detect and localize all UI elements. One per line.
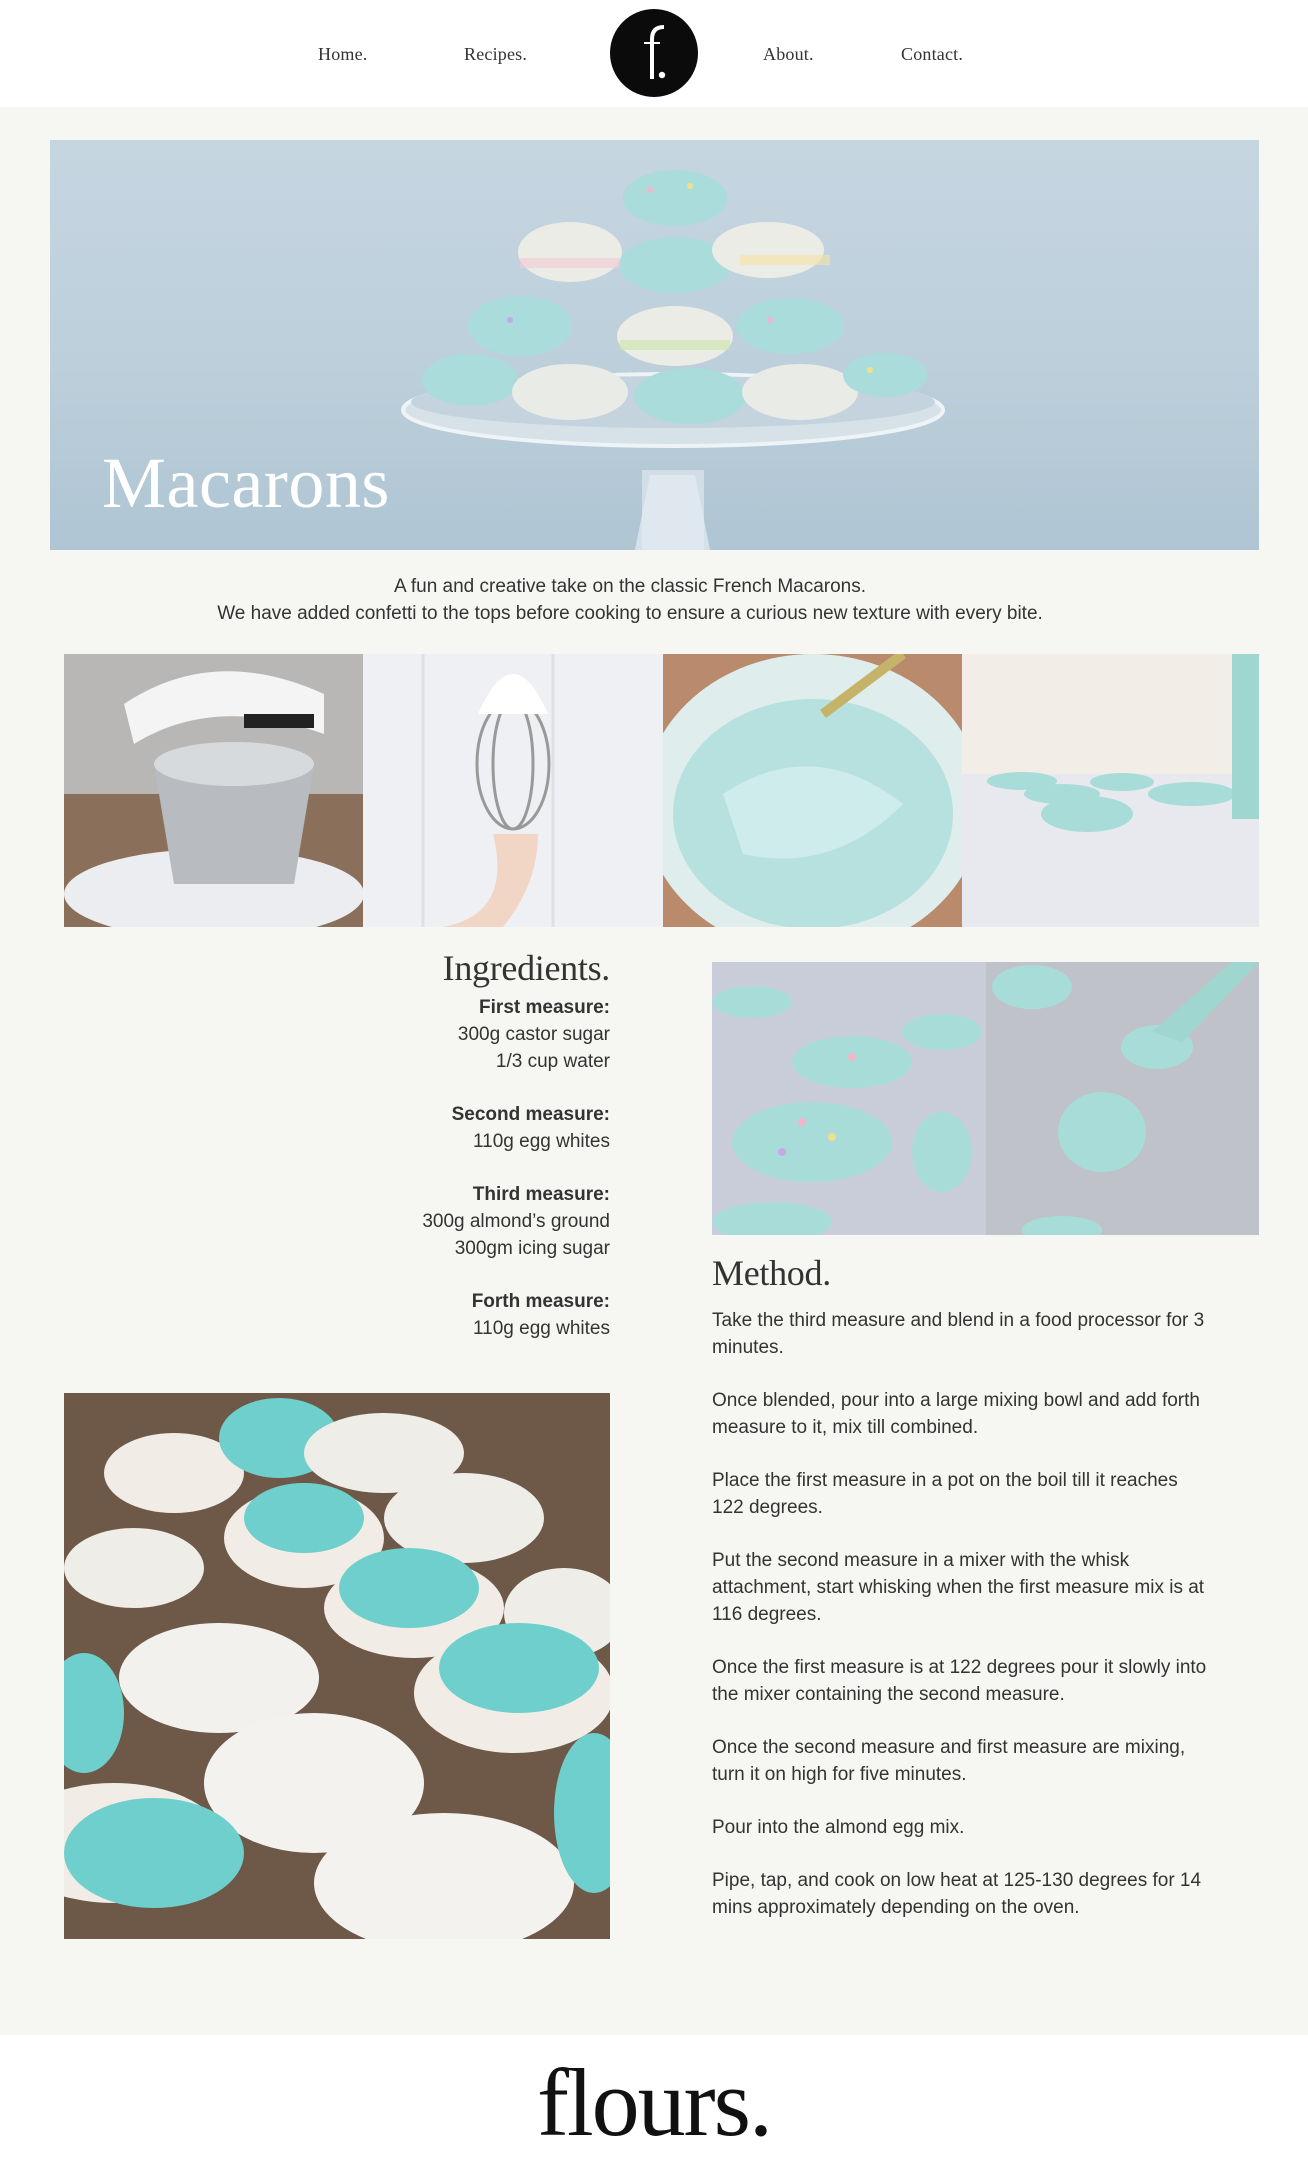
- footer-logo[interactable]: flours.: [537, 2049, 771, 2156]
- ingredient-item: 300g castor sugar: [457, 1024, 610, 1045]
- stand-mixer-photo: [64, 654, 363, 927]
- brand-logo[interactable]: [610, 9, 698, 97]
- ingredient-group-title: First measure:: [479, 997, 610, 1018]
- ingredient-group: [300, 1181, 610, 1262]
- method-heading: Method.: [712, 1253, 831, 1293]
- method-step: Once the first measure is at 122 degrees pour it slowly into the mixer containing the second measure.: [712, 1657, 1207, 1705]
- top-navigation: [0, 0, 1308, 107]
- nav-about-link[interactable]: About.: [763, 44, 814, 64]
- nav-home-link[interactable]: Home.: [318, 44, 368, 64]
- intro-line-1: A fun and creative take on the classic French Macarons.: [393, 576, 867, 597]
- ingredient-group-title: Forth measure:: [471, 1291, 610, 1312]
- batter-bowl-photo: [663, 654, 962, 927]
- intro-line-2: We have added confetti to the tops before cooking to ensure a curious new texture with every bite.: [217, 603, 1043, 624]
- method-section: [712, 1253, 1212, 1947]
- method-step: Once blended, pour into a large mixing bowl and add forth measure to it, mix till combined.: [712, 1390, 1200, 1438]
- method-step: Take the third measure and blend in a food processor for 3 minutes.: [712, 1310, 1205, 1358]
- filled-macarons-photo: [64, 1393, 610, 1939]
- ingredient-item: 300g almond’s ground: [422, 1211, 610, 1232]
- ingredient-group: [300, 1101, 610, 1155]
- method-step: Pour into the almond egg mix.: [712, 1817, 965, 1838]
- ingredient-group: [300, 994, 610, 1075]
- brand-logo-mark: [610, 9, 698, 97]
- method-step: Put the second measure in a mixer with the whisk attachment, start whisking when the first measure mix is at 116 degrees.: [712, 1550, 1205, 1625]
- hero-title: Macarons: [102, 443, 390, 523]
- piped-batter-photo: [962, 654, 1259, 927]
- method-step: Once the second measure and first measure are mixing, turn it on high for five minutes.: [712, 1737, 1186, 1785]
- method-step: Pipe, tap, and cook on low heat at 125-130 degrees for 14 mins approximately depending on the oven.: [712, 1870, 1202, 1918]
- ingredient-item: 300gm icing sugar: [454, 1238, 610, 1259]
- piped-shells-photo: [712, 962, 1259, 1235]
- nav-contact-link[interactable]: Contact.: [901, 44, 964, 64]
- recipe-intro: [0, 573, 1260, 627]
- ingredient-item: 1/3 cup water: [495, 1051, 610, 1072]
- nav-recipes-link[interactable]: Recipes.: [464, 44, 528, 64]
- ingredient-group-title: Second measure:: [451, 1104, 610, 1125]
- ingredients-heading: Ingredients.: [442, 948, 610, 988]
- ingredients-section: [300, 948, 610, 1368]
- ingredient-group: [300, 1288, 610, 1342]
- ingredient-item: 110g egg whites: [473, 1318, 610, 1339]
- method-step: Place the first measure in a pot on the boil till it reaches 122 degrees.: [712, 1470, 1178, 1518]
- ingredient-item: 110g egg whites: [473, 1131, 610, 1152]
- process-photo-strip: [64, 654, 1259, 927]
- footer: [0, 2035, 1308, 2170]
- ingredient-group-title: Third measure:: [472, 1184, 610, 1205]
- whisk-meringue-photo: [363, 654, 663, 927]
- hero-banner: [50, 140, 1259, 550]
